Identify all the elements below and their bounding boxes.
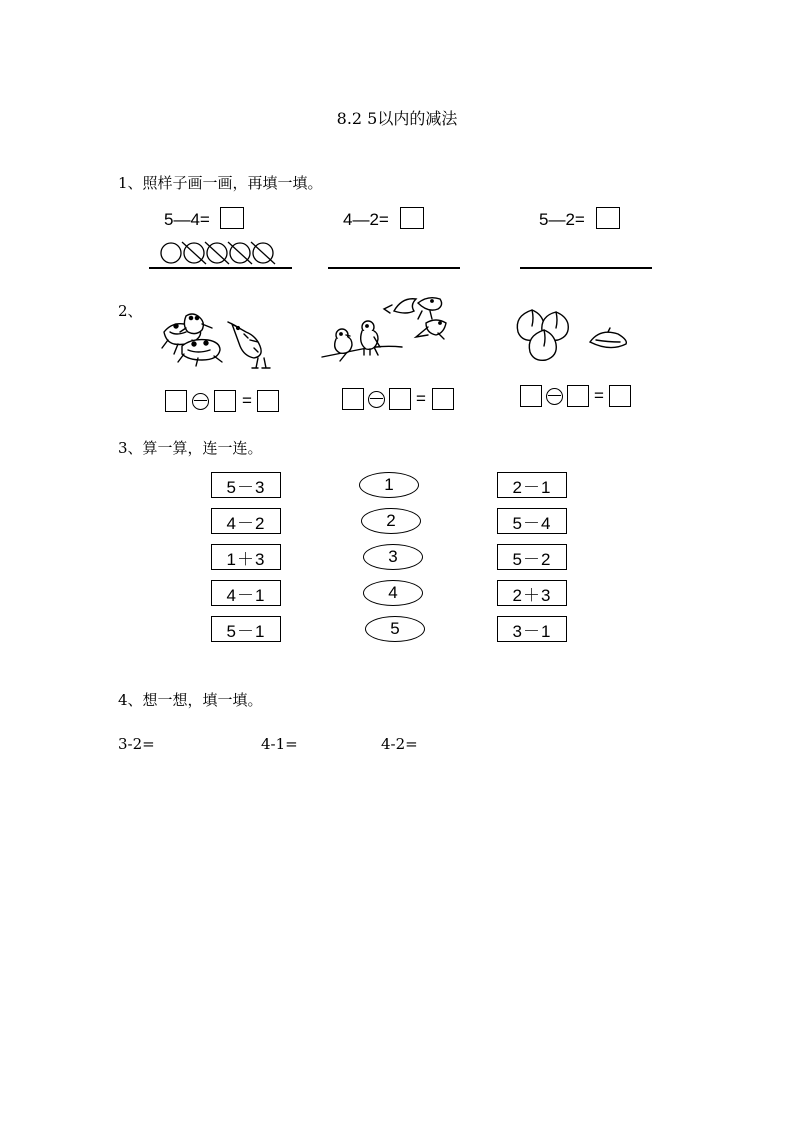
bird-icon [361,321,380,355]
q3-left-expression[interactable]: 1＋3 [211,544,281,570]
q2-heading: 2、 [118,302,143,320]
q1-draw-line-2[interactable] [328,267,460,269]
strike-line-icon [182,242,206,264]
q4-item-1[interactable]: 3-2= [118,735,155,753]
q3-right-expression[interactable]: 2－1 [497,472,567,498]
q3-right-expression[interactable]: 2＋3 [497,580,567,606]
flying-bird-icon [416,320,446,339]
bird-icon [228,322,270,368]
strike-line-icon [251,242,275,264]
q2-box-1a[interactable] [165,390,187,412]
peach-pit-icon [590,328,626,348]
q3-heading: 3、算一算，连一连。 [118,439,263,457]
page-title: 8.2 5以内的减法 [336,109,458,128]
q4-heading: 4、想一想，填一填。 [118,691,263,709]
q2-box-2b[interactable] [389,388,411,410]
q1-answer-box-2[interactable] [400,207,424,229]
strike-line-icon [205,242,229,264]
q3-answer-oval[interactable]: 2 [361,508,421,534]
branch-icon [322,346,402,361]
minus-circle-icon [192,393,209,410]
q1-heading: 1、照样子画一画，再填一填。 [118,174,323,192]
q4-item-2[interactable]: 4-1= [261,735,298,753]
frogs-picture [158,310,282,370]
circle-icon [161,243,181,263]
q2-box-2c[interactable] [432,388,454,410]
q1-equation-3: 5—2= [539,210,585,229]
q1-equation-2: 4—2= [343,210,389,229]
q3-right-expression[interactable]: 5－4 [497,508,567,534]
strike-line-icon [228,242,252,264]
q1-equation-1: 5—4= [164,210,210,229]
q1-draw-line-1[interactable] [149,267,292,269]
flying-bird-icon [384,299,416,313]
q2-box-1b[interactable] [214,390,236,412]
equals-sign: = [242,391,252,410]
q1-answer-box-1[interactable] [220,207,244,229]
minus-circle-icon [546,388,563,405]
minus-circle-icon [368,391,385,408]
peaches-picture [512,306,636,364]
q3-answer-oval[interactable]: 5 [365,616,425,642]
equals-sign: = [416,389,426,408]
q1-example-circles [158,240,280,266]
q3-answer-oval[interactable]: 4 [363,580,423,606]
q3-left-expression[interactable]: 4－1 [211,580,281,606]
q3-left-expression[interactable]: 5－3 [211,472,281,498]
q2-box-2a[interactable] [342,388,364,410]
q3-answer-oval[interactable]: 1 [359,472,419,498]
frog-icon [178,340,222,366]
flying-bird-icon [418,298,442,319]
q3-right-expression[interactable]: 5－2 [497,544,567,570]
q3-right-expression[interactable]: 3－1 [497,616,567,642]
q3-answer-oval[interactable]: 3 [363,544,423,570]
q2-box-1c[interactable] [257,390,279,412]
q2-box-3b[interactable] [567,385,589,407]
q3-left-expression[interactable]: 5－1 [211,616,281,642]
birds-picture [318,293,452,365]
q1-answer-box-3[interactable] [596,207,620,229]
q4-item-3[interactable]: 4-2= [381,735,418,753]
equals-sign: = [594,386,604,405]
q1-draw-line-3[interactable] [520,267,652,269]
q2-box-3c[interactable] [609,385,631,407]
bird-icon [335,329,352,353]
q3-left-expression[interactable]: 4－2 [211,508,281,534]
q2-box-3a[interactable] [520,385,542,407]
